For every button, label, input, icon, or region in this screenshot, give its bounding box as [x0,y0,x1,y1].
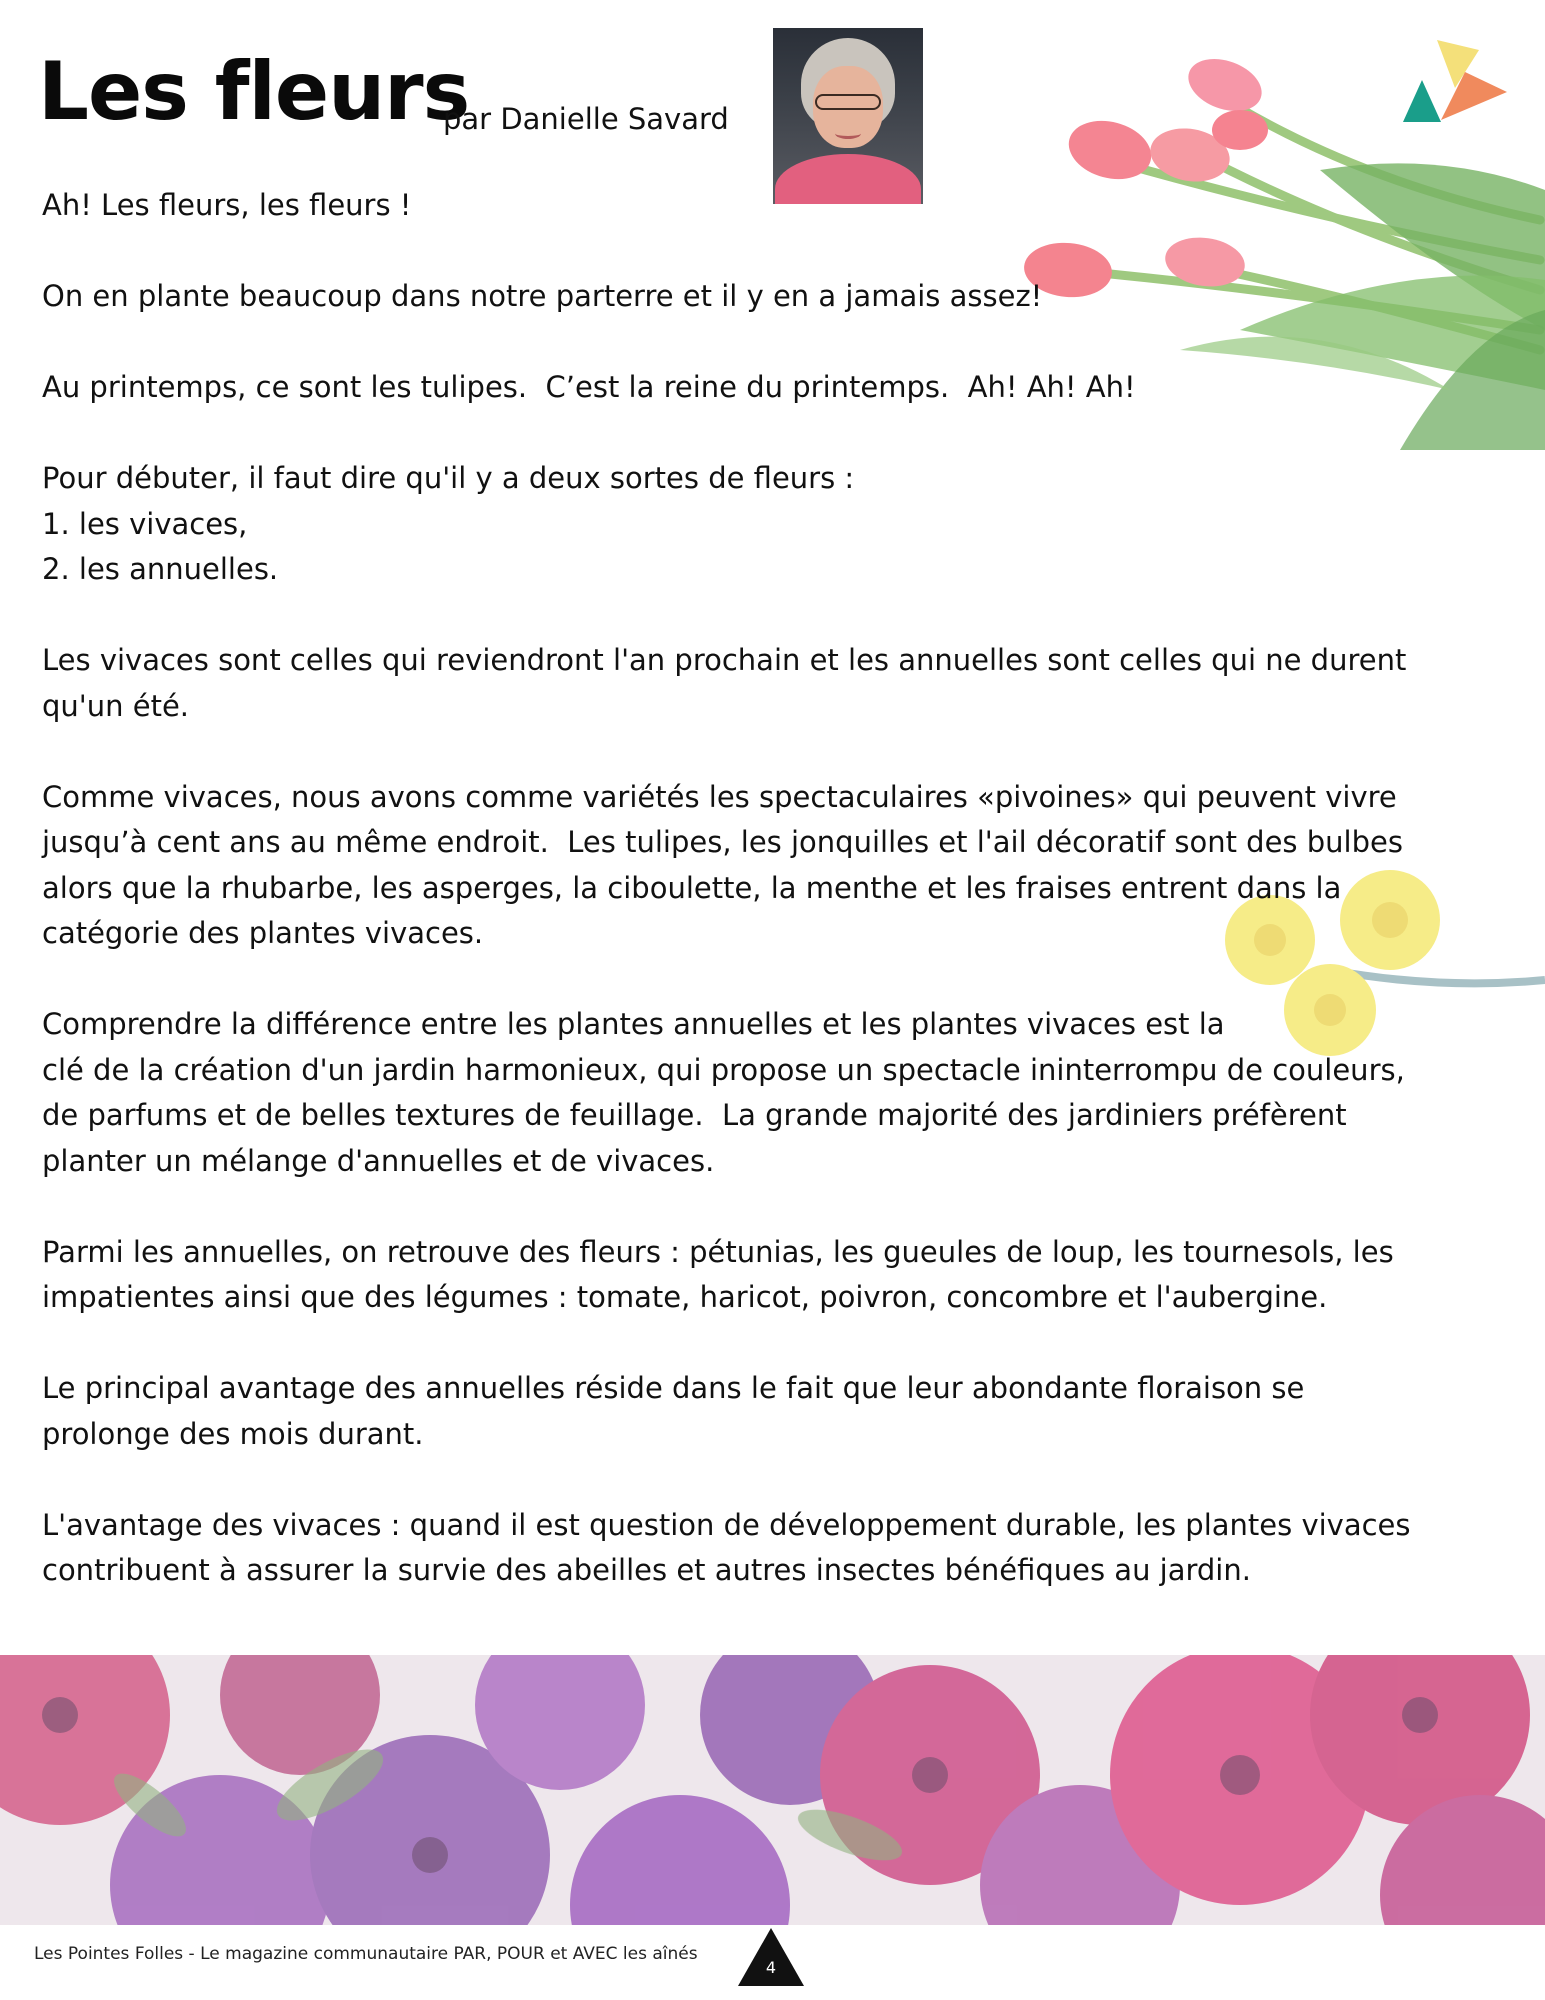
body-line: clé de la création d'un jardin harmonieux, qui propose un spectacle ininterrompu de couleurs, [42,1052,1405,1087]
body-line: Comme vivaces, nous avons comme variétés les spectaculaires «pivoines» qui peuvent vivre [42,779,1397,814]
body-line [42,1457,1482,1503]
body-line [42,229,1482,275]
body-line: impatientes ainsi que des légumes : tomate, haricot, poivron, concombre et l'aubergine. [42,1280,1328,1314]
body-line: contribuent à assurer la survie des abeilles et autres insectes bénéfiques au jardin. [42,1553,1251,1587]
author-byline: par Danielle Savard [443,102,729,136]
body-line [42,593,1482,639]
body-line: 2. les annuelles. [42,552,279,586]
magazine-logo-icon [1395,36,1515,126]
body-line: Au printemps, ce sont les tulipes. C’est la reine du printemps. Ah! Ah! Ah! [42,370,1136,404]
footer-magazine-name: Les Pointes Folles - Le magazine communautaire PAR, POUR et AVEC les aînés [34,1944,698,1964]
body-line: L'avantage des vivaces : quand il est question de développement durable, les plantes vivaces [42,1507,1411,1542]
page-title: Les fleurs [38,45,470,138]
body-line [42,1321,1482,1367]
body-line: prolonge des mois durant. [42,1416,424,1451]
body-line [42,957,1482,1003]
body-line [42,729,1482,775]
body-line: catégorie des plantes vivaces. [42,916,484,950]
body-line: jusqu’à cent ans au même endroit. Les tulipes, les jonquilles et l'ail décoratif sont des bulbes [42,825,1403,859]
page-number-triangle-icon [738,1928,804,1986]
body-line: On en plante beaucoup dans notre parterre et il y en a jamais assez! [42,279,1043,313]
body-line: 1. les vivaces, [42,506,248,541]
page-number-label: 4 [765,1958,777,1977]
body-line: de parfums et de belles textures de feuillage. La grande majorité des jardiniers préfèrent [42,1098,1347,1132]
body-line: Les vivaces sont celles qui reviendront l'an prochain et les annuelles sont celles qui ne durent [42,643,1407,677]
body-line [42,320,1482,366]
body-line [42,1184,1482,1230]
author-photo [773,28,923,204]
body-line: Parmi les annuelles, on retrouve des fleurs : pétunias, les gueules de loup, les tournesols, les [42,1234,1394,1269]
body-line: alors que la rhubarbe, les asperges, la ciboulette, la menthe et les fraises entrent dans la [42,870,1342,905]
body-line: Pour débuter, il faut dire qu'il y a deux sortes de fleurs : [42,461,855,495]
body-line: Le principal avantage des annuelles réside dans le fait que leur abondante floraison se [42,1371,1305,1405]
page-number [738,1928,804,1986]
body-line: planter un mélange d'annuelles et de vivaces. [42,1143,715,1178]
body-line: Comprendre la différence entre les plantes annuelles et les plantes vivaces est la [42,1007,1225,1041]
body-line: qu'un été. [42,688,190,723]
petunias-banner-image [0,1655,1545,1925]
article-body [42,183,1482,1594]
body-line: Ah! Les fleurs, les fleurs ! [42,188,412,222]
body-line [42,411,1482,457]
